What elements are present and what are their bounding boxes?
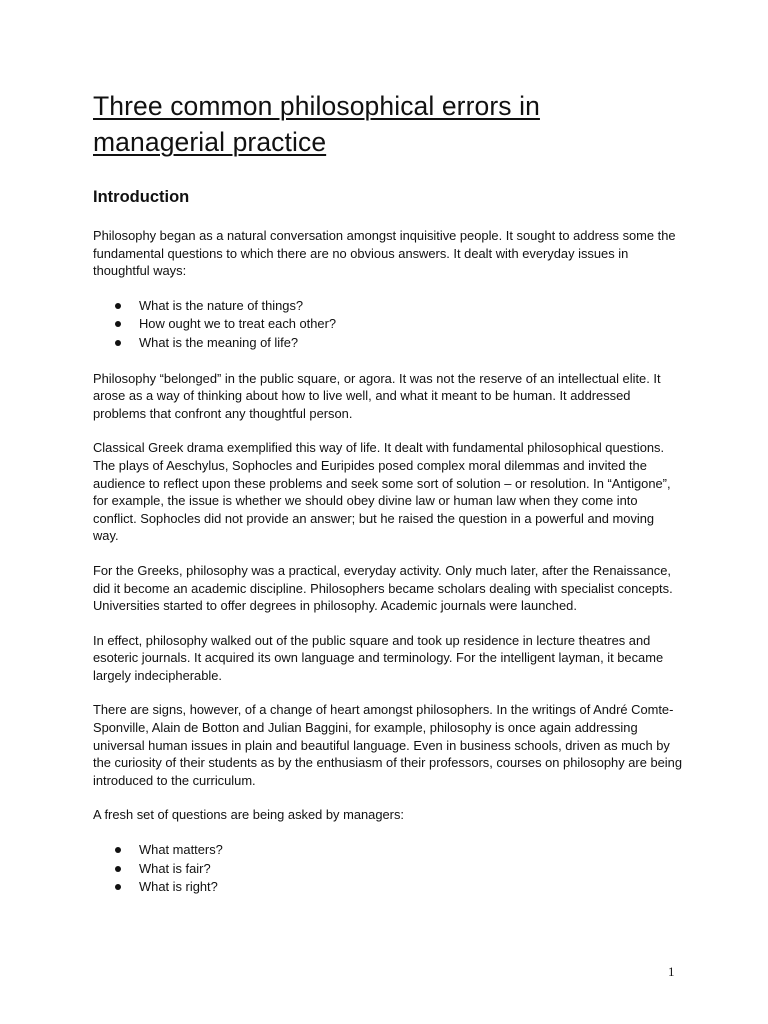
paragraph-6: There are signs, however, of a change of heart amongst philosophers. In the writings of André Comte-Sponville, Alain de Botton and Julian Baggini, for example, philosophy is once again addressing universal human issues in plain and beautiful language. Even in business schools, driven as much by the curiosity of their students as by the enthusiasm of their professors, courses on philosophy are being introduced to the curriculum. (93, 702, 682, 788)
page-number: 1 (668, 964, 675, 979)
list-item-text: What is right? (139, 879, 218, 895)
document-title (93, 88, 683, 160)
bullet-list-2 (93, 841, 683, 897)
bullet-list-1 (93, 297, 683, 353)
bullet-icon (115, 884, 121, 890)
bullet-icon (115, 303, 121, 309)
paragraph-5: In effect, philosophy walked out of the public square and took up residence in lecture theatres and esoteric journals. It acquired its own language and terminology. For the intelligent layman, it became largely indecipherable. (93, 632, 664, 683)
paragraph-2: Philosophy “belonged” in the public square, or agora. It was not the reserve of an intellectual elite. It arose as a way of thinking about how to live well, and what it meant to be human. It addressed problems that confront any thoughtful person. (93, 370, 661, 421)
bullet-icon (115, 340, 121, 346)
list-item (93, 878, 683, 897)
bullet-icon (115, 321, 121, 327)
list-item (93, 841, 683, 860)
paragraph-1: Philosophy began as a natural conversation amongst inquisitive people. It sought to address some the fundamental questions to which there are no obvious answers. It dealt with everyday issues in thoughtful ways: (93, 228, 676, 279)
bullet-icon (115, 847, 121, 853)
list-item (93, 860, 683, 879)
list-item-text: What is the meaning of life? (139, 334, 299, 350)
list-item-text: How ought we to treat each other? (139, 316, 337, 332)
list-item (93, 334, 683, 353)
list-item-text: What is fair? (139, 860, 211, 876)
list-item-text: What is the nature of things? (139, 297, 304, 313)
paragraph-7: A fresh set of questions are being asked by managers: (93, 807, 404, 823)
list-item-text: What matters? (139, 842, 223, 858)
bullet-icon (115, 866, 121, 872)
document-title-line-2: managerial practice (93, 127, 327, 157)
list-item (93, 297, 683, 316)
document-body (93, 88, 683, 897)
list-item (93, 315, 683, 334)
paragraph-3: Classical Greek drama exemplified this way of life. It dealt with fundamental philosophical questions. The plays of Aeschylus, Sophocles and Euripides posed complex moral dilemmas and invited the audience to reflect upon these problems and seek some sort of solution – or resolution. In “Antigone”, for example, the issue is whether we should obey divine law or human law when they come into conflict. Sophocles did not provide an answer; but he raised the question in a powerful and moving way. (93, 440, 671, 544)
paragraph-4: For the Greeks, philosophy was a practical, everyday activity. Only much later, after the Renaissance, did it become an academic discipline. Philosophers became scholars dealing with specialist concepts. Universities started to offer degrees in philosophy. Academic journals were launched. (93, 562, 673, 614)
section-heading-introduction: Introduction (93, 188, 190, 206)
document-title-line-1: Three common philosophical errors in (93, 91, 540, 121)
